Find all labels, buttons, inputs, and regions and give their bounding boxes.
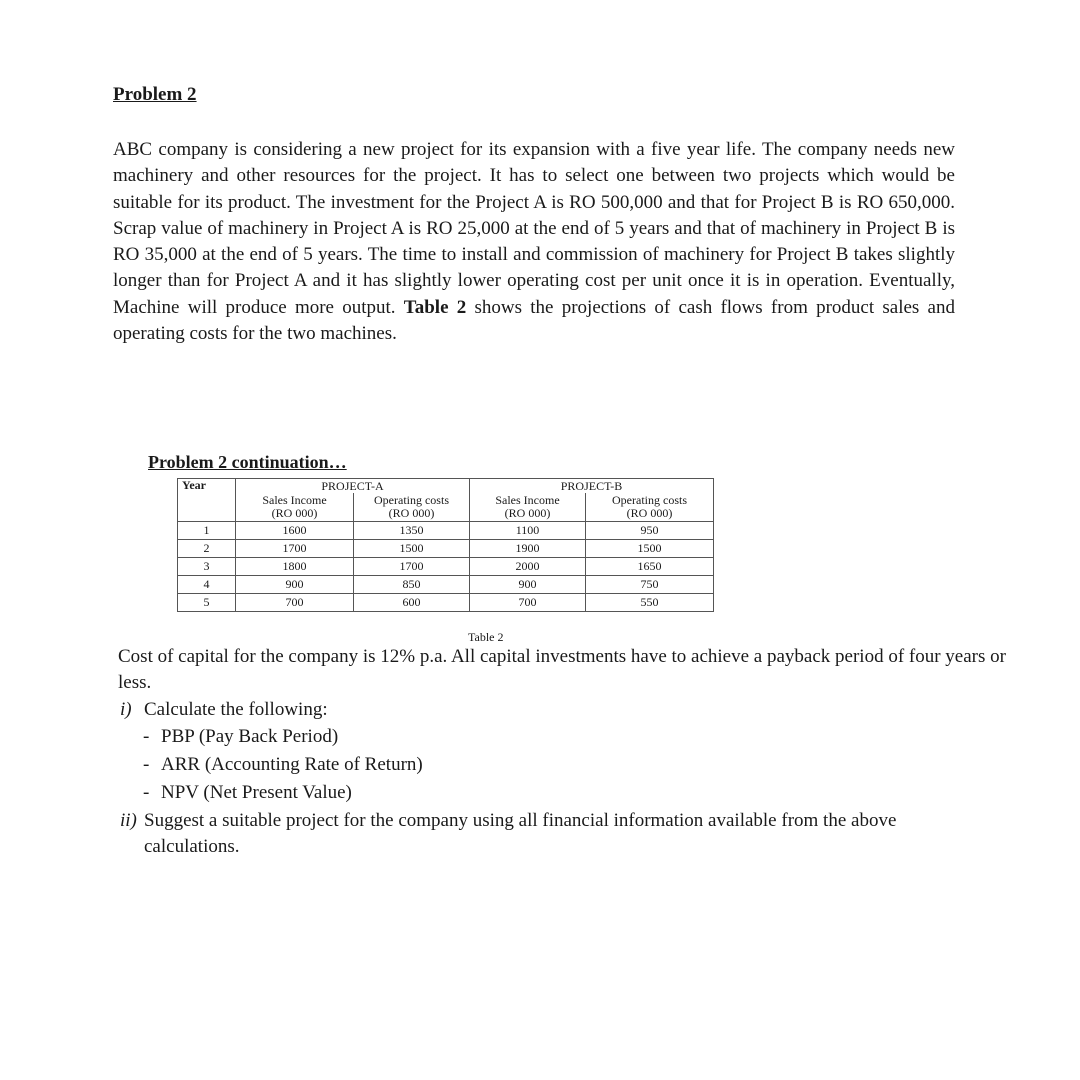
table-row <box>178 522 714 540</box>
question-2-text: Suggest a suitable project for the company using all financial information available from the above calculations. <box>144 810 897 857</box>
project-a-header: PROJECT-A <box>236 479 470 494</box>
continuation-heading: Problem 2 continuation… <box>148 452 347 472</box>
list-item: - NPV (Net Present Value) <box>143 779 423 807</box>
b-sales-cell: 1900 <box>470 540 586 558</box>
table-row <box>178 576 714 594</box>
year-cell: 1 <box>178 522 236 540</box>
b-sales-cell: 700 <box>470 594 586 612</box>
table-row <box>178 540 714 558</box>
cost-of-capital-text: Cost of capital for the company is 12% p.a. All capital investments have to achieve a payback period of four years or less. <box>118 646 1006 693</box>
a-cost-cell: 1350 <box>354 522 470 540</box>
table-row <box>178 558 714 576</box>
list-item: - ARR (Accounting Rate of Return) <box>143 751 423 779</box>
cash-flow-table <box>177 478 714 612</box>
a-cost-cell: 850 <box>354 576 470 594</box>
intro-text-1: ABC company is considering a new project for its expansion with a five year life. The company needs new machinery and other resources for the project. It has to select one between two projects which would be suitable for its product. The investment for the Project A is RO 500,000 and that for Project B is RO 650,000. Scrap value of machinery in Project A is RO 25,000 at the end of 5 years and that of machinery in Project B is RO 35,000 at the end of 5 years. The time to install and commission of machinery for Project B takes slightly longer than for Project A and it has slightly lower operating cost per unit once it is in operation. Eventually, Machine will produce more output. <box>113 139 955 318</box>
a-sales-cell: 900 <box>236 576 354 594</box>
intro-table-ref: Table 2 <box>403 296 467 318</box>
b-sales-cell: 900 <box>470 576 586 594</box>
b-cost-cell: 750 <box>586 576 714 594</box>
table-caption: Table 2 <box>468 630 504 644</box>
a-sales-cell: 700 <box>236 594 354 612</box>
year-cell: 3 <box>178 558 236 576</box>
b-sales-cell: 1100 <box>470 522 586 540</box>
a-sales-header: Sales Income (RO 000) <box>236 493 354 522</box>
problem-intro <box>113 137 955 347</box>
table-row <box>178 594 714 612</box>
a-sales-cell: 1600 <box>236 522 354 540</box>
b-sales-cell: 2000 <box>470 558 586 576</box>
intro-text-2: shows the projections of cash flows from product sales and operating costs for the two machines. <box>113 296 955 345</box>
b-cost-cell: 950 <box>586 522 714 540</box>
question-1-text: Calculate the following: <box>144 699 328 720</box>
year-header: Year <box>178 479 236 522</box>
b-sales-header: Sales Income (RO 000) <box>470 493 586 522</box>
b-cost-header: Operating costs (RO 000) <box>586 493 714 522</box>
a-cost-header: Operating costs (RO 000) <box>354 493 470 522</box>
question-1-list <box>143 723 423 807</box>
b-cost-cell: 1650 <box>586 558 714 576</box>
question-2 <box>120 808 1000 860</box>
problem-heading: Problem 2 <box>113 84 197 105</box>
year-cell: 4 <box>178 576 236 594</box>
question-1-number: i) <box>120 699 132 720</box>
a-sales-cell: 1700 <box>236 540 354 558</box>
a-cost-cell: 1500 <box>354 540 470 558</box>
a-sales-cell: 1800 <box>236 558 354 576</box>
b-cost-cell: 1500 <box>586 540 714 558</box>
a-cost-cell: 600 <box>354 594 470 612</box>
question-2-number: ii) <box>120 810 137 831</box>
list-item: - PBP (Pay Back Period) <box>143 723 423 751</box>
b-cost-cell: 550 <box>586 594 714 612</box>
project-b-header: PROJECT-B <box>470 479 714 494</box>
year-cell: 5 <box>178 594 236 612</box>
question-1 <box>120 697 328 723</box>
year-cell: 2 <box>178 540 236 558</box>
a-cost-cell: 1700 <box>354 558 470 576</box>
